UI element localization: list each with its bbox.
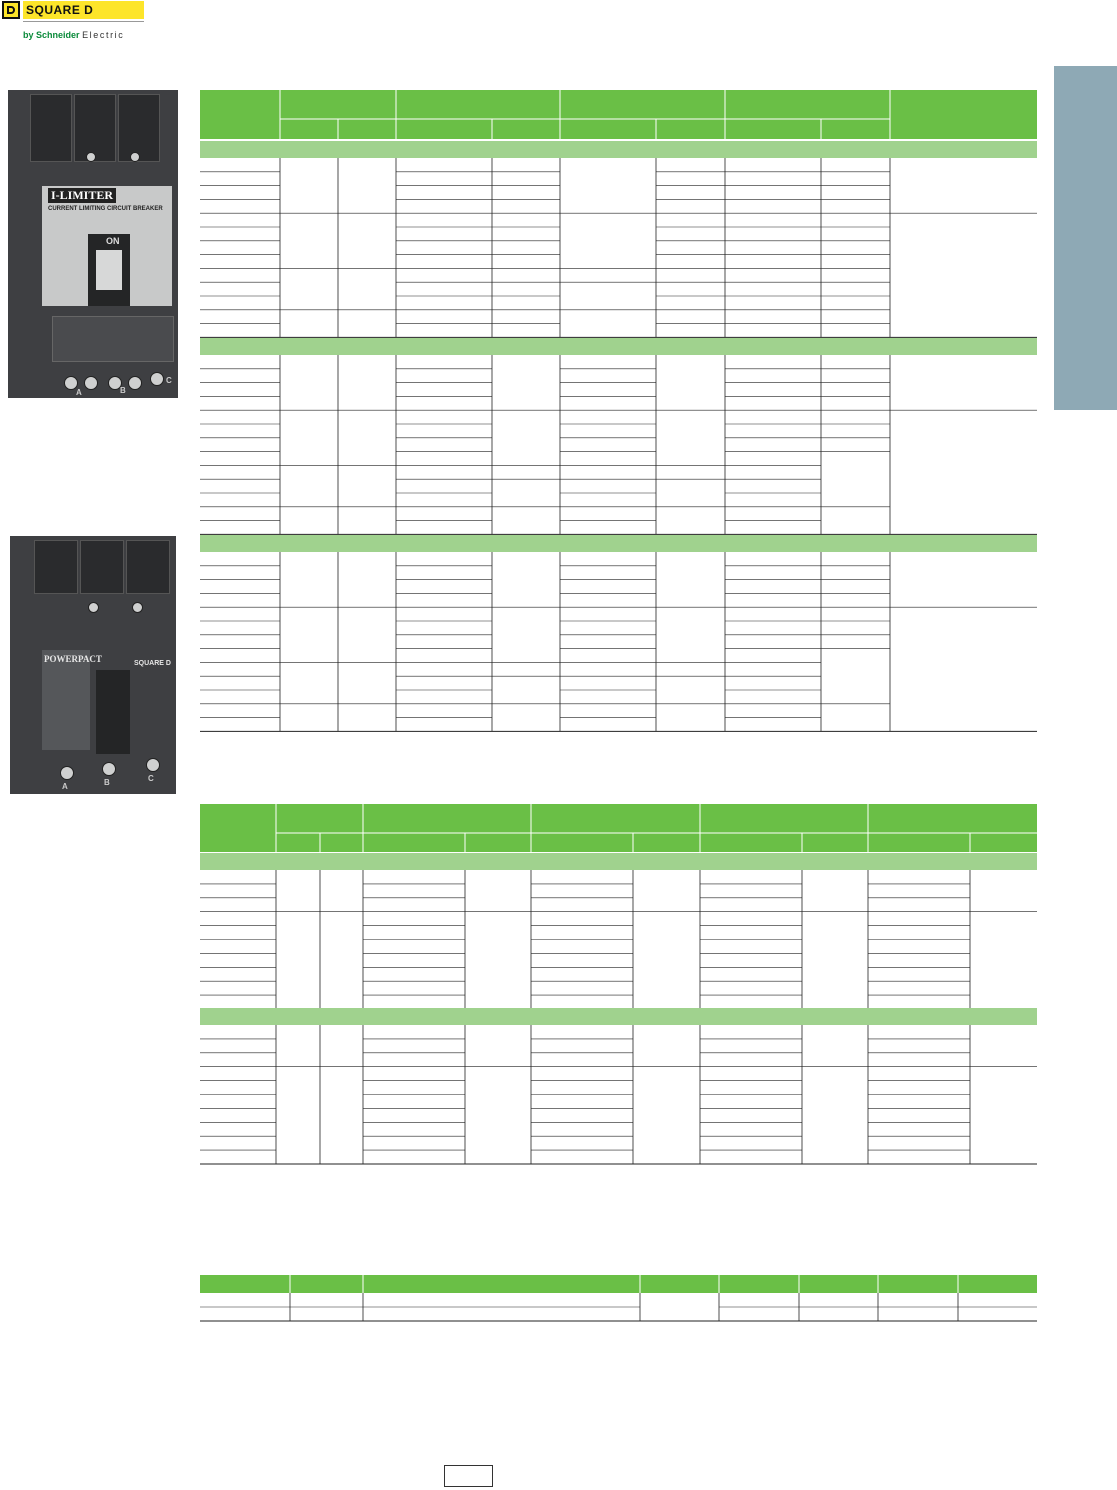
table1-section-band <box>200 535 1037 552</box>
table1-section-band <box>200 338 1037 355</box>
byline-prefix: by <box>23 30 34 40</box>
table1-header <box>200 90 1037 139</box>
terminal-label-c: C <box>166 376 172 385</box>
on-label: ON <box>106 236 120 246</box>
terminal-label-b: B <box>120 386 126 395</box>
product-subtitle: CURRENT LIMITING CIRCUIT BREAKER <box>48 206 163 212</box>
table3-header <box>200 1275 1037 1293</box>
brand-name: SQUARE D <box>23 1 144 19</box>
table2-header <box>200 804 1037 852</box>
terminal-label-a: A <box>76 388 82 397</box>
product-name: I-LIMITER <box>48 188 116 203</box>
table1-section-band <box>200 141 1037 158</box>
byline-suffix: Electric <box>82 30 125 40</box>
page-number-box <box>444 1465 493 1487</box>
terminal-label-a: A <box>62 782 68 791</box>
terminal-label-c: C <box>148 774 154 783</box>
terminal-label-b: B <box>104 778 110 787</box>
product-name: POWERPACT <box>44 654 102 664</box>
table2-section-band <box>200 853 1037 870</box>
byline-company: Schneider <box>36 30 80 40</box>
table2-section-band <box>200 1008 1037 1025</box>
maker-label: SQUARE D <box>134 660 171 667</box>
